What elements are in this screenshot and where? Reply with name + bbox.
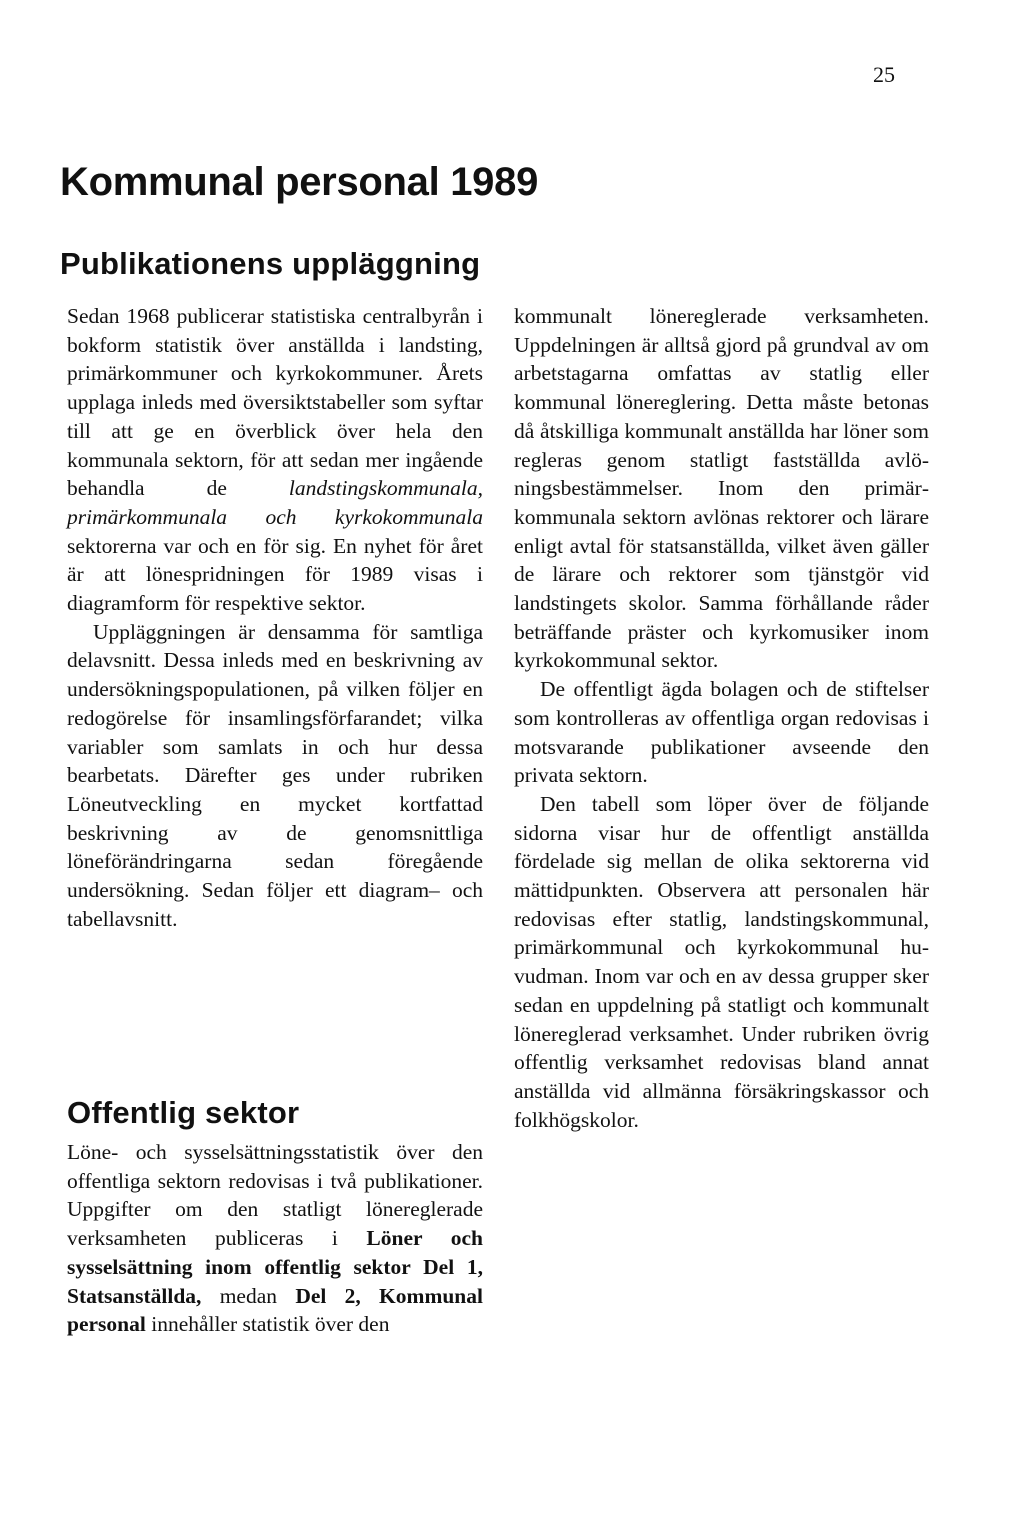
paragraph-companies: De offentligt ägda bolagen och de stiftelser som kontrolleras av offentliga organ redovisas i motsvarande publikationer avseende den privata sektorn. bbox=[514, 677, 929, 788]
paragraph-intro bbox=[67, 302, 483, 618]
section-title: Publikationens uppläggning bbox=[60, 246, 481, 281]
paragraph-intro-text-b: sektorerna var och en för sig. En nyhet för året är att lönespridningen för 1989 visas i diagramform för respektive sektor. bbox=[67, 533, 483, 616]
publication-title-del2: Del 2, Kommunal personal bbox=[67, 1283, 483, 1337]
paragraph-intro-text-a: Sedan 1968 publicerar statistiska centralbyrån i bokform statistik över anställda i landsting, primärkommuner och kyrkokommuner. Årets upplaga inleds med översiktstabeller som syftar till att ge en överblick över hela den kommunala sektorn, för att sedan mer ingående behandla de bbox=[67, 304, 483, 501]
left-column bbox=[67, 302, 483, 933]
paragraph-table-description: Den tabell som löper över de följande sidorna visar hur de offentligt anställda fördelade sig mellan de olika sektorerna vid mättidpunkten. Observera att personalen här redovisas efter statlig, landstingskommunal, primärkommunal och kyrkokommunal huvudman. Inom var och en av dessa grupper sker sedan en uppdelning på statligt och kommunalt lönereglerad verksamhet. Under rubriken övrig offentlig verksamhet redovisas bland annat anställda vid allmänna försäkringskassor och folkhögskolor. bbox=[514, 791, 929, 1132]
paragraph-publications-text-a: Löne- och sysselsättningsstatistik över den offentliga sektorn redovisas i två publikationer. Uppgifter om den statligt lönereglerade verksamheten publiceras i bbox=[67, 1140, 483, 1251]
page-number: 25 bbox=[873, 62, 895, 87]
paragraph-publications-text-d: innehåller statistik över den bbox=[145, 1312, 390, 1337]
paragraph-publications-text-c: medan bbox=[201, 1283, 296, 1308]
paragraph-structure: Uppläggningen är densamma för samtliga delavsnitt. Dessa inleds med en beskrivning av undersökningspopulationen, på vilken följer en redogörelse för insamlingsförfarandet; vilka variabler som samlats in och hur dessa bearbetats. Därefter ges under rubriken Löneutveckling en mycket kortfattad beskrivning av de genomsnittliga löneförändringarna sedan föregående undersökning. Sedan följer ett diagram– och tabellavsnitt. bbox=[67, 619, 483, 931]
page-title: Kommunal personal 1989 bbox=[60, 160, 539, 204]
paragraph-publications bbox=[67, 1138, 483, 1339]
subheading-offentlig-sektor: Offentlig sektor bbox=[67, 1095, 300, 1130]
right-column bbox=[514, 302, 929, 1134]
paragraph-continuation: kommunalt lönereglerade verksamheten. Uppdelningen är alltså gjord på grundval av om arbetstagarna omfattas av statlig eller kommunal lönereglering. Detta måste betonas då åtskilliga kommunalt anställda har löner som regleras genom statligt fastställda avlöningsbestämmelser. Inom den primärkommunala sektorn avlönas rektorer och lärare enligt avtal för statsanställda, vilket även gäller de lärare och rektorer som tjänstgör vid landstingets skolor. Samma förhållande råder beträffande präster och kyrkomusiker inom kyrkokommunal sektor. bbox=[514, 304, 929, 673]
publication-title-del1: Löner och sysselsättning inom offentlig sektor Del 1, Statsanställda, bbox=[67, 1226, 483, 1308]
left-column-lower bbox=[67, 1138, 483, 1339]
paragraph-intro-italic: landstingskommunala, primärkommunala och kyrkokommunala bbox=[67, 476, 483, 529]
